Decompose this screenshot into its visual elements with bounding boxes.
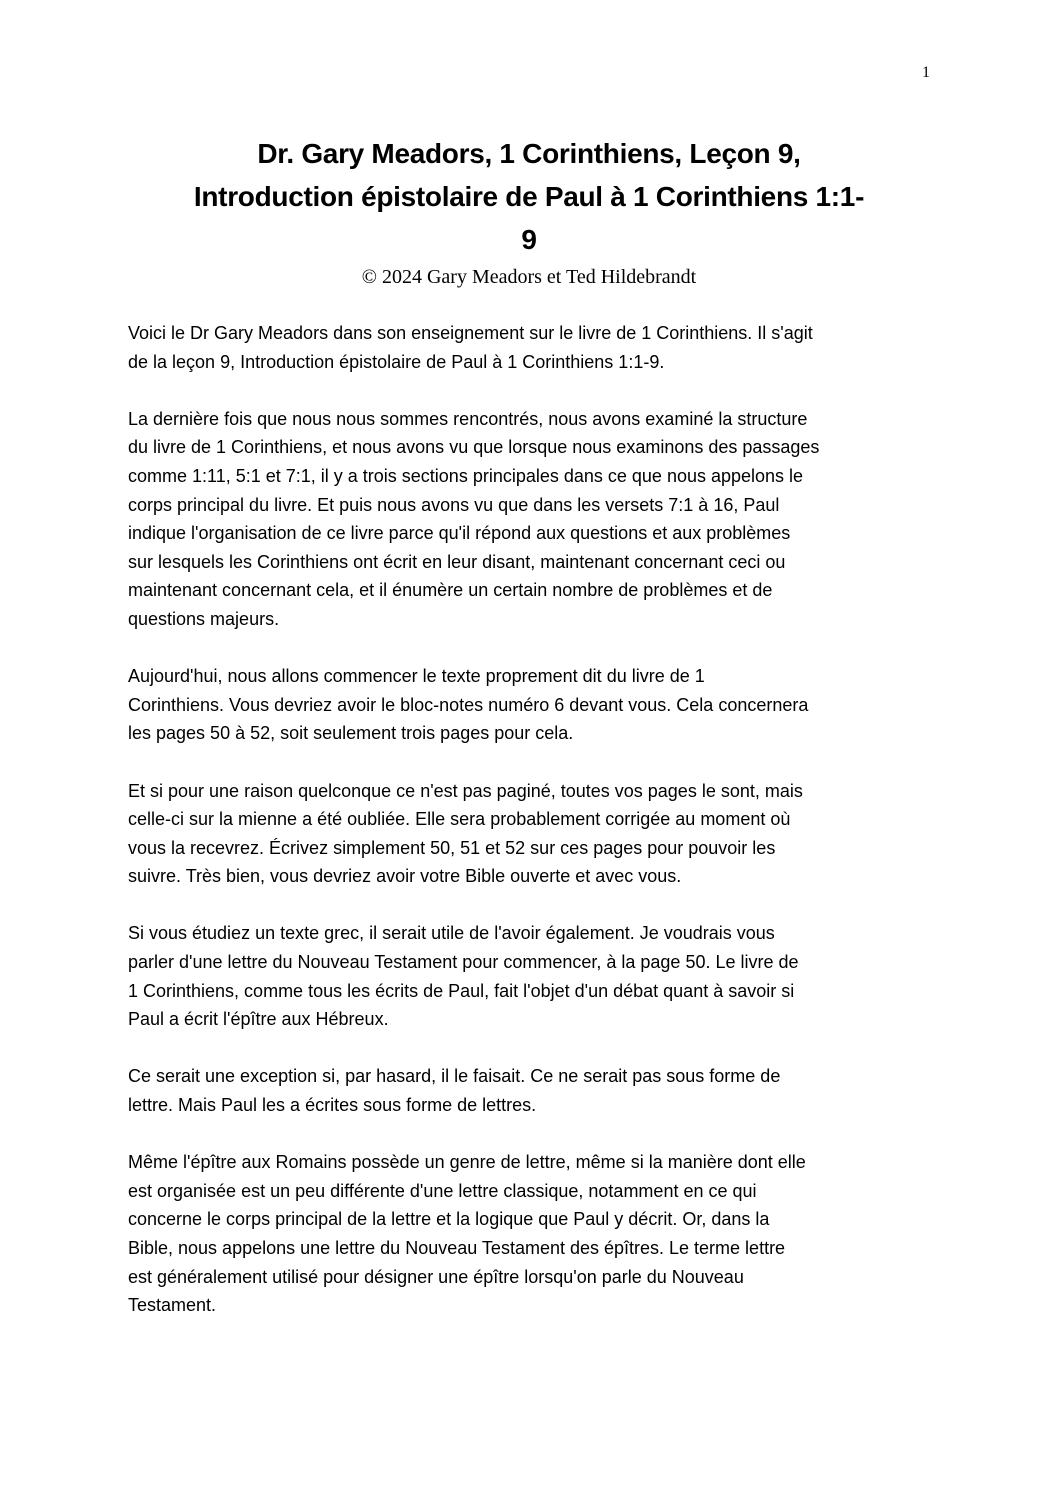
text-line: suivre. Très bien, vous devriez avoir votre Bible ouverte et avec vous.	[128, 866, 682, 887]
text-line: Voici le Dr Gary Meadors dans son enseignement sur le livre de 1 Corinthiens. Il s'agit	[128, 323, 813, 343]
text-line: de la leçon 9, Introduction épistolaire de Paul à 1 Corinthiens 1:1-9.	[128, 351, 665, 372]
paragraph	[128, 1148, 948, 1320]
text-line: celle-ci sur la mienne a été oubliée. Elle sera probablement corrigée au moment où	[128, 809, 791, 830]
text-line: Paul a écrit l'épître aux Hébreux.	[128, 1009, 389, 1030]
text-line: est organisée est un peu différente d'une lettre classique, notamment en ce qui	[128, 1180, 757, 1201]
text-line: La dernière fois que nous nous sommes rencontrés, nous avons examiné la structure	[128, 408, 808, 429]
text-line: Bible, nous appelons une lettre du Nouveau Testament des épîtres. Le terme lettre	[128, 1238, 786, 1258]
text-line: Ce serait une exception si, par hasard, il le faisait. Ce ne serait pas sous forme de	[128, 1066, 781, 1087]
document-body	[128, 319, 948, 1348]
paragraph	[128, 777, 948, 891]
text-line: Testament.	[128, 1295, 217, 1316]
text-line: les pages 50 à 52, soit seulement trois pages pour cela.	[128, 723, 574, 744]
text-line: questions majeurs.	[128, 608, 280, 629]
text-line: du livre de 1 Corinthiens, et nous avons vu que lorsque nous examinons des passages	[128, 437, 820, 458]
paragraph	[128, 319, 948, 376]
paragraph	[128, 662, 948, 748]
paragraph	[128, 919, 948, 1033]
text-line: Aujourd'hui, nous allons commencer le texte proprement dit du livre de 1	[128, 666, 705, 687]
text-line: 1 Corinthiens, comme tous les écrits de Paul, fait l'objet d'un débat quant à savoir si	[128, 980, 795, 1001]
text-line: corps principal du livre. Et puis nous avons vu que dans les versets 7:1 à 16, Paul	[128, 494, 780, 515]
text-line: comme 1:11, 5:1 et 7:1, il y a trois sections principales dans ce que nous appelons le	[128, 465, 804, 486]
title-line: Introduction épistolaire de Paul à 1 Corinthiens 1:1-	[193, 181, 865, 212]
paragraph	[128, 1062, 948, 1119]
title-line: Dr. Gary Meadors, 1 Corinthiens, Leçon 9,	[257, 138, 801, 169]
text-line: parler d'une lettre du Nouveau Testament pour commencer, à la page 50. Le livre de	[128, 952, 799, 973]
text-line: Corinthiens. Vous devriez avoir le bloc-notes numéro 6 devant vous. Cela concernera	[128, 694, 809, 715]
text-line: indique l'organisation de ce livre parce qu'il répond aux questions et aux problèmes	[128, 523, 791, 544]
text-line: maintenant concernant cela, et il énumère un certain nombre de problèmes et de	[128, 580, 773, 601]
copyright-line: © 2024 Gary Meadors et Ted Hildebrandt	[361, 266, 697, 288]
title-line: 9	[521, 224, 537, 255]
text-line: Même l'épître aux Romains possède un genre de lettre, même si la manière dont elle	[128, 1152, 806, 1173]
text-line: est généralement utilisé pour désigner une épître lorsqu'on parle du Nouveau	[128, 1266, 744, 1287]
document-title	[0, 132, 1058, 261]
text-line: sur lesquels les Corinthiens ont écrit en leur disant, maintenant concernant ceci ou	[128, 551, 786, 572]
text-line: Si vous étudiez un texte grec, il serait utile de l'avoir également. Je voudrais vous	[128, 923, 775, 944]
text-line: concerne le corps principal de la lettre et la logique que Paul y décrit. Or, dans la	[128, 1209, 770, 1230]
paragraph	[128, 405, 948, 634]
text-line: vous la recevrez. Écrivez simplement 50, 51 et 52 sur ces pages pour pouvoir les	[128, 837, 776, 858]
text-line: lettre. Mais Paul les a écrites sous forme de lettres.	[128, 1095, 537, 1116]
text-line: Et si pour une raison quelconque ce n'est pas paginé, toutes vos pages le sont, mais	[128, 780, 803, 801]
page-number: 1	[922, 64, 930, 81]
